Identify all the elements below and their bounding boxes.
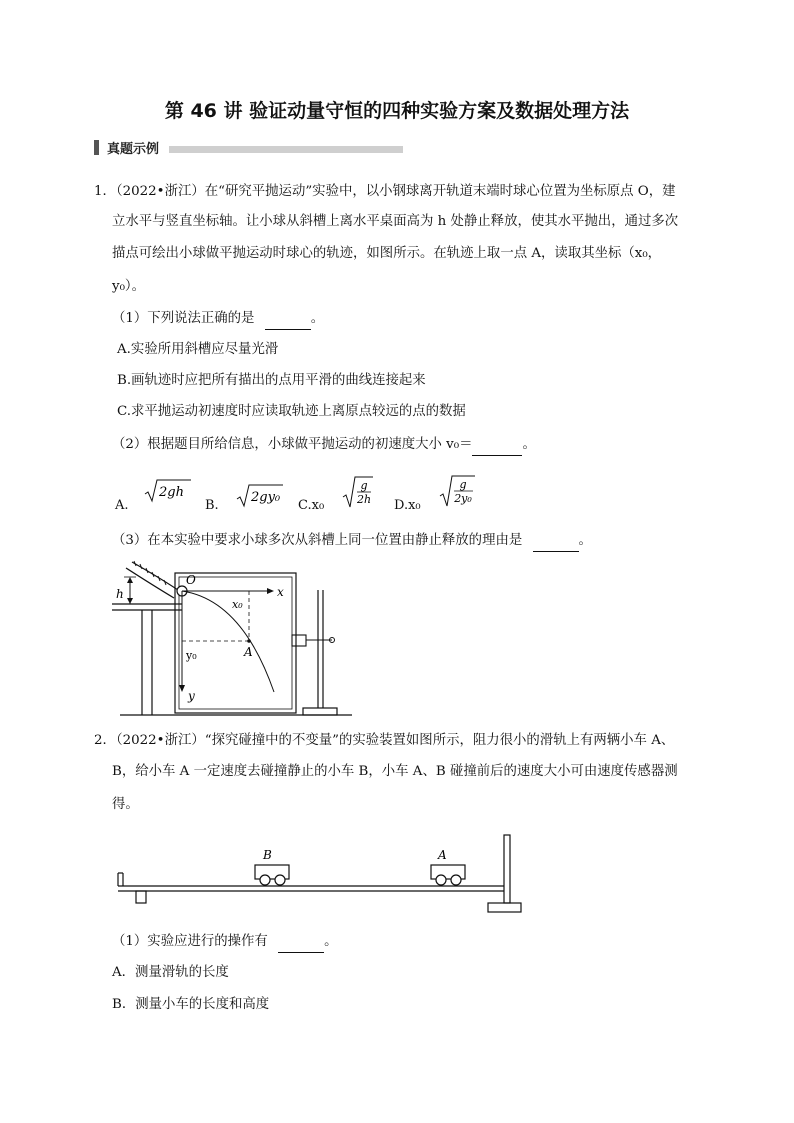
q1-option-b: B.画轨迹时应把所有描出的点用平滑的曲线连接起来 bbox=[117, 373, 426, 388]
q1-option-c: C.求平抛运动初速度时应读取轨迹上离原点较远的点的数据 bbox=[117, 404, 466, 419]
q1-sub3-blank[interactable] bbox=[533, 531, 579, 552]
choice-a-expr: 2gh bbox=[159, 485, 184, 500]
label-O: O bbox=[186, 573, 196, 587]
choice-b-label: B. bbox=[205, 498, 219, 513]
q1-sub3-text: （3）在本实验中要求小球多次从斜槽上同一位置由静止释放的理由是 bbox=[112, 533, 523, 548]
q1-stem-line2: 立水平与竖直坐标轴。让小球从斜槽上离水平桌面高为 h 处静止释放，使其水平抛出，通过多次 bbox=[112, 214, 679, 229]
q1-sub2-text: （2）根据题目所给信息，小球做平抛运动的初速度大小 v₀＝ bbox=[112, 437, 473, 452]
choice-a-formula bbox=[143, 478, 193, 504]
choice-c-formula bbox=[341, 475, 375, 509]
choice-b-expr: 2gy₀ bbox=[251, 490, 281, 505]
track-foot bbox=[136, 891, 146, 903]
q1-figure bbox=[112, 560, 352, 720]
q2-sub1-end: 。 bbox=[324, 934, 338, 949]
section-marker bbox=[94, 140, 99, 155]
q2-sub1 bbox=[112, 932, 337, 953]
choice-d-label: D.x₀ bbox=[394, 498, 421, 513]
q1-sub1-end: 。 bbox=[310, 311, 325, 326]
q1-sub2-blank[interactable] bbox=[472, 435, 522, 456]
q2-sub1-text: （1）实验应进行的操作有 bbox=[112, 934, 268, 949]
section-header bbox=[94, 139, 403, 155]
sensor-base bbox=[488, 903, 521, 912]
q2-stem-line3: 得。 bbox=[112, 797, 139, 812]
q2-sub1-blank[interactable] bbox=[278, 932, 324, 953]
label-h: h bbox=[116, 587, 124, 601]
q2-stem-line2: B，给小车 A 一定速度去碰撞静止的小车 B，小车 A、B 碰撞前后的速度大小可由速度传感器测 bbox=[112, 764, 678, 779]
section-rule bbox=[169, 146, 403, 153]
q2-option-b: B．测量小车的长度和高度 bbox=[112, 997, 270, 1012]
choice-b-formula bbox=[235, 483, 285, 509]
q1-stem-line4: y₀）。 bbox=[112, 279, 146, 294]
label-y: y bbox=[188, 689, 195, 703]
q1-stem-line3: 描点可绘出小球做平抛运动时球心的轨迹，如图所示。在轨迹上取一点 A，读取其坐标（x₀， bbox=[112, 246, 662, 261]
q1-sub2 bbox=[112, 435, 536, 456]
q2-stem-line1: 2．（2022•浙江）“探究碰撞中的不变量”的实验装置如图所示，阻力很小的滑轨上有两辆小车 A、 bbox=[94, 733, 675, 748]
label-y0: y₀ bbox=[186, 649, 197, 662]
label-cart-A: A bbox=[438, 848, 447, 862]
clamp bbox=[292, 635, 306, 646]
q1-option-a: A.实验所用斜槽应尽量光滑 bbox=[117, 342, 279, 357]
board-inner bbox=[179, 577, 292, 709]
choice-d-num: g bbox=[459, 478, 467, 491]
point-A bbox=[247, 639, 251, 643]
choice-c-label: C.x₀ bbox=[298, 498, 325, 513]
q1-sub1-text: （1）下列说法正确的是 bbox=[112, 311, 255, 326]
label-x0: x₀ bbox=[232, 598, 243, 611]
label-A: A bbox=[244, 645, 253, 659]
sensor-post bbox=[504, 835, 510, 903]
q1-stem-line1: 1．（2022•浙江）在“研究平抛运动”实验中，以小钢球离开轨道末端时球心位置为坐标原点 O，建 bbox=[94, 184, 676, 199]
q1-sub3 bbox=[112, 531, 592, 552]
q1-sub2-end: 。 bbox=[522, 437, 536, 452]
q1-sub1-blank[interactable] bbox=[265, 309, 311, 330]
label-cart-B: B bbox=[263, 848, 272, 862]
choice-c-den: 2h bbox=[356, 493, 372, 506]
q2-option-a: A．测量滑轨的长度 bbox=[112, 965, 229, 980]
choice-d-formula bbox=[438, 474, 478, 508]
trajectory bbox=[182, 591, 274, 692]
page-title: 第 46 讲 验证动量守恒的四种实验方案及数据处理方法 bbox=[164, 100, 630, 122]
choice-d-den: 2y₀ bbox=[454, 492, 472, 505]
choice-a-label: A. bbox=[115, 498, 129, 513]
q1-sub3-end: 。 bbox=[578, 533, 592, 548]
stand-base bbox=[303, 708, 337, 715]
q1-sub1 bbox=[112, 309, 324, 330]
label-x: x bbox=[277, 585, 284, 599]
choice-c-num: g bbox=[360, 479, 368, 492]
q2-figure bbox=[112, 830, 532, 918]
section-label: 真题示例 bbox=[107, 141, 160, 157]
